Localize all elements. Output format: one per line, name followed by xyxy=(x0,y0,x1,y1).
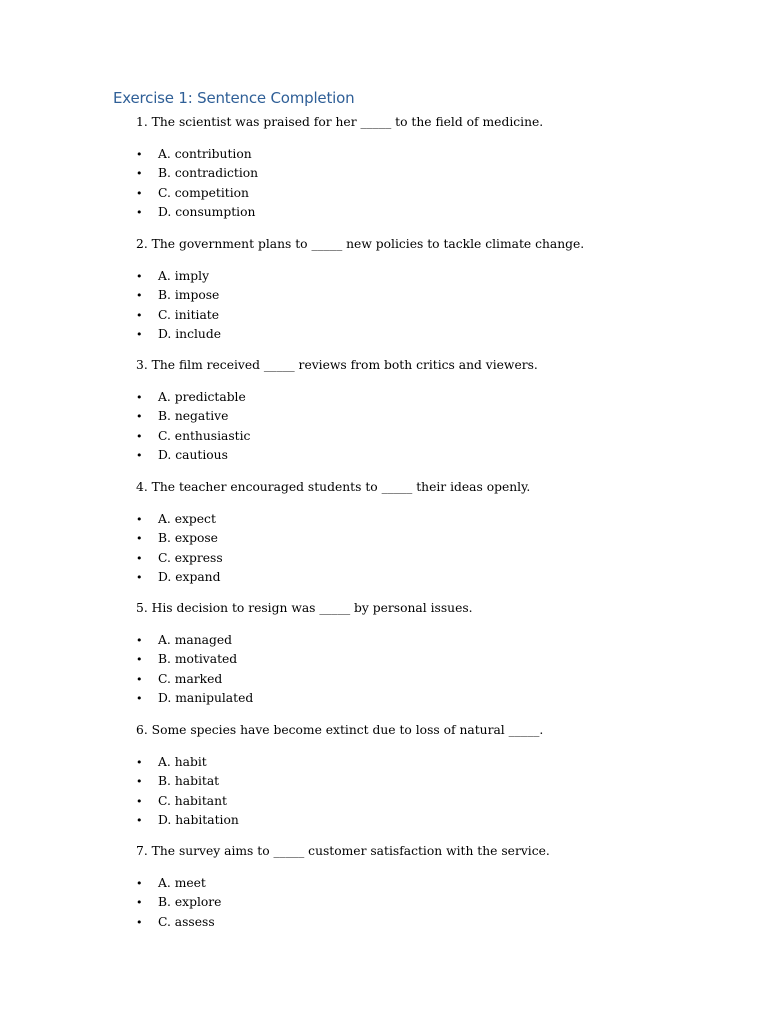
bullet-icon: • xyxy=(136,308,143,322)
list-item xyxy=(0,893,768,912)
bullet-icon: • xyxy=(136,653,143,667)
question-text: 1. The scientist was praised for her _____ to the field of medicine. xyxy=(136,115,544,129)
bullet-icon: • xyxy=(136,915,143,929)
list-item xyxy=(0,325,768,344)
option-text: B. contradiction xyxy=(158,166,259,181)
bullet-icon: • xyxy=(136,877,143,890)
bullet-icon: • xyxy=(136,205,143,219)
list-item xyxy=(0,388,768,407)
list-item xyxy=(0,874,768,893)
option-text: A. habit xyxy=(158,755,207,769)
option-text: D. expand xyxy=(158,569,221,584)
option-text: C. enthusiastic xyxy=(158,428,251,443)
bullet-icon: • xyxy=(136,634,143,647)
option-text: A. managed xyxy=(158,633,232,647)
bullet-icon: • xyxy=(136,551,143,565)
list-item xyxy=(0,549,768,568)
option-text: B. impose xyxy=(158,288,220,303)
bullet-icon: • xyxy=(136,186,143,200)
option-text: A. meet xyxy=(158,876,206,890)
option-text: B. explore xyxy=(158,895,222,910)
list-item xyxy=(0,670,768,689)
bullet-icon: • xyxy=(136,513,143,526)
bullet-icon: • xyxy=(136,813,143,827)
option-text: D. cautious xyxy=(158,447,228,462)
list-item xyxy=(0,753,768,772)
question-text: 3. The film received _____ reviews from both critics and viewers. xyxy=(136,358,538,372)
list-item xyxy=(0,306,768,325)
bullet-icon: • xyxy=(136,167,143,181)
option-text: C. express xyxy=(158,550,223,565)
list-item xyxy=(0,811,768,830)
list-item xyxy=(0,286,768,305)
bullet-icon: • xyxy=(136,327,143,341)
bullet-icon: • xyxy=(136,410,143,424)
bullet-icon: • xyxy=(136,896,143,910)
option-text: A. imply xyxy=(158,269,210,283)
list-item xyxy=(0,772,768,791)
list-item xyxy=(0,631,768,650)
list-item xyxy=(0,792,768,811)
list-item xyxy=(0,184,768,203)
option-text: B. expose xyxy=(158,531,218,546)
option-text: C. assess xyxy=(158,914,215,929)
option-list xyxy=(0,631,768,708)
option-text: C. competition xyxy=(158,185,249,200)
option-text: B. habitat xyxy=(158,774,220,789)
list-item xyxy=(0,650,768,669)
list-item xyxy=(0,427,768,446)
option-text: D. habitation xyxy=(158,812,239,827)
option-text: C. marked xyxy=(158,671,223,686)
bullet-icon: • xyxy=(136,570,143,584)
option-list xyxy=(0,267,768,344)
list-item xyxy=(0,510,768,529)
bullet-icon: • xyxy=(136,270,143,283)
bullet-icon: • xyxy=(136,429,143,443)
list-item xyxy=(0,689,768,708)
bullet-icon: • xyxy=(136,532,143,546)
bullet-icon: • xyxy=(136,148,143,161)
option-text: D. include xyxy=(158,326,221,341)
question-text: 7. The survey aims to _____ customer satisfaction with the service. xyxy=(136,844,550,858)
bullet-icon: • xyxy=(136,775,143,789)
list-item xyxy=(0,568,768,587)
list-item xyxy=(0,267,768,286)
option-text: B. negative xyxy=(158,409,229,424)
option-list xyxy=(0,510,768,587)
bullet-icon: • xyxy=(136,794,143,808)
question-text: 2. The government plans to _____ new policies to tackle climate change. xyxy=(136,237,585,251)
option-list xyxy=(0,145,768,222)
bullet-icon: • xyxy=(136,672,143,686)
list-item xyxy=(0,529,768,548)
bullet-icon: • xyxy=(136,289,143,303)
list-item xyxy=(0,407,768,426)
option-text: C. initiate xyxy=(158,307,219,322)
question-text: 6. Some species have become extinct due to loss of natural _____. xyxy=(136,723,544,737)
question-text: 4. The teacher encouraged students to _____ their ideas openly. xyxy=(136,480,531,494)
option-text: C. habitant xyxy=(158,793,227,808)
option-list xyxy=(0,388,768,465)
option-text: A. predictable xyxy=(158,390,246,404)
list-item xyxy=(0,145,768,164)
list-item xyxy=(0,913,768,932)
option-text: A. contribution xyxy=(158,147,252,161)
option-text: B. motivated xyxy=(158,652,238,667)
question-text: 5. His decision to resign was _____ by personal issues. xyxy=(136,601,473,615)
option-text: D. manipulated xyxy=(158,690,254,705)
option-list xyxy=(0,753,768,830)
bullet-icon: • xyxy=(136,691,143,705)
list-item xyxy=(0,164,768,183)
option-list xyxy=(0,874,768,932)
list-item xyxy=(0,446,768,465)
exercise-title: Exercise 1: Sentence Completion xyxy=(113,89,355,107)
bullet-icon: • xyxy=(136,391,143,404)
bullet-icon: • xyxy=(136,448,143,462)
option-text: A. expect xyxy=(158,512,216,526)
bullet-icon: • xyxy=(136,756,143,769)
list-item xyxy=(0,203,768,222)
option-text: D. consumption xyxy=(158,204,256,219)
